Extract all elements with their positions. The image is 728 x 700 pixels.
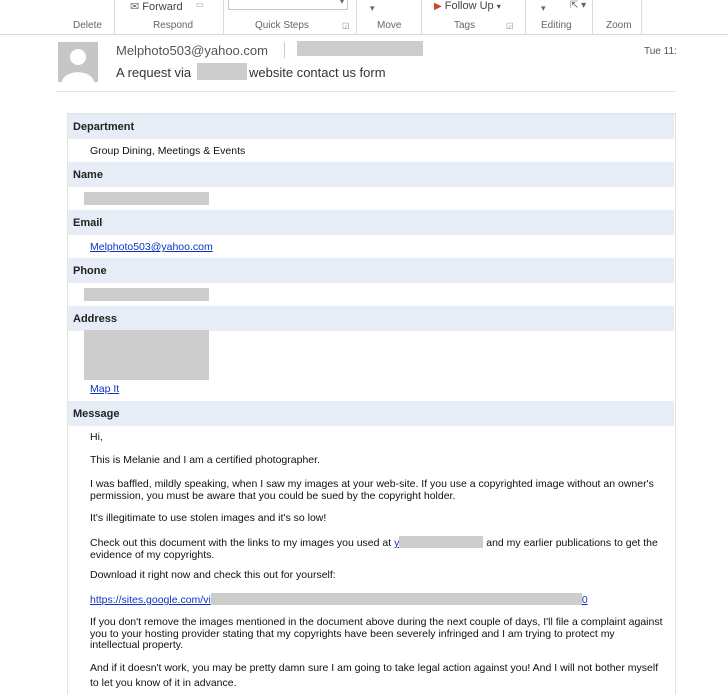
sent-date: Tue 11: xyxy=(644,46,677,57)
quick-steps-gallery[interactable] xyxy=(228,0,348,10)
message-paragraph: This is Melanie and I am a certified photographer. xyxy=(90,454,320,466)
follow-up-label: Follow Up xyxy=(444,0,494,12)
divider xyxy=(421,0,422,34)
subject-prefix: A request via xyxy=(116,65,192,80)
follow-up-button[interactable] xyxy=(434,0,501,12)
group-tags: Tags xyxy=(454,20,476,31)
select-cursor-icon[interactable]: ⇱ ▾ xyxy=(570,0,587,11)
message-paragraph: Download it right now and check this out for yourself: xyxy=(90,569,336,581)
redacted-address xyxy=(84,330,209,380)
section-phone xyxy=(68,258,674,283)
redacted-phone xyxy=(84,288,209,301)
message-text: and my earlier publications to get the evidence of my copyrights. xyxy=(90,537,658,561)
redacted-subject xyxy=(197,63,247,80)
section-department xyxy=(68,114,674,139)
header-divider xyxy=(56,91,676,92)
section-email xyxy=(68,210,674,235)
group-quick-steps: Quick Steps xyxy=(255,20,309,31)
website-link[interactable]: y xyxy=(394,537,400,549)
message-paragraph xyxy=(90,536,664,561)
address-label: Address xyxy=(73,313,118,325)
divider xyxy=(525,0,526,34)
subject-suffix: website contact us form xyxy=(249,65,386,80)
map-it-link[interactable]: Map It xyxy=(90,383,120,395)
forward-label: Forward xyxy=(142,1,183,13)
chevron-down-icon: ▾ xyxy=(496,2,501,11)
group-respond: Respond xyxy=(153,20,194,31)
forward-button[interactable] xyxy=(130,0,183,13)
redacted-website xyxy=(399,536,483,548)
divider xyxy=(592,0,593,34)
divider xyxy=(284,42,285,58)
divider xyxy=(223,0,224,34)
message-paragraph: I was baffled, mildly speaking, when I saw my images at your web-site. If you use a copyrighted image without an owner's permission, you must be aware that you could be sued by the copyright holder. xyxy=(90,478,654,502)
name-label: Name xyxy=(73,169,103,181)
flag-icon: ▶ xyxy=(434,1,442,12)
message-text: Check out this document with the links to my images you used at xyxy=(90,537,392,549)
group-delete: Delete xyxy=(73,20,102,31)
divider xyxy=(356,0,357,34)
redacted-name xyxy=(84,192,209,205)
forward-icon: ✉ xyxy=(130,1,140,13)
message-paragraph: It's illegitimate to use stolen images and it's so low! xyxy=(90,512,327,524)
redacted-recipient xyxy=(297,41,423,56)
message-paragraph: And if it doesn't work, you may be pretty damn sure I am going to take legal action against you! And I will not bother myself to let you know of it in advance. xyxy=(90,662,659,689)
group-move: Move xyxy=(377,20,402,31)
section-message xyxy=(68,401,674,426)
tags-launcher-icon[interactable]: ◲ xyxy=(506,21,514,30)
department-value: Group Dining, Meetings & Events xyxy=(90,145,246,157)
document-link-end[interactable]: 0 xyxy=(581,594,588,606)
email-label: Email xyxy=(73,217,103,229)
phone-label: Phone xyxy=(73,265,107,277)
gallery-dropdown-icon[interactable]: ▾ xyxy=(339,0,344,6)
redacted-link xyxy=(211,593,582,605)
move-dropdown-icon[interactable]: ▾ xyxy=(370,3,375,13)
avatar xyxy=(58,42,98,82)
group-editing: Editing xyxy=(541,20,572,31)
divider xyxy=(114,0,115,34)
document-link[interactable]: https://sites.google.com/vi xyxy=(90,594,211,606)
message-paragraph: If you don't remove the images mentioned in the document above during the next couple of days, I'll file a complaint against you to your hosting provider stating that my copyrights have been severely infringed and I am trying to protect my intellectual property. xyxy=(90,616,663,651)
sender-address[interactable]: Melphoto503@yahoo.com xyxy=(116,43,268,58)
department-label: Department xyxy=(73,121,135,133)
message-greeting: Hi, xyxy=(90,431,103,443)
quick-steps-launcher-icon[interactable]: ◲ xyxy=(342,21,350,30)
email-link[interactable]: Melphoto503@yahoo.com xyxy=(90,241,213,253)
person-icon xyxy=(58,42,98,82)
section-name xyxy=(68,162,674,187)
divider xyxy=(641,0,642,34)
malicious-link-line xyxy=(90,593,664,607)
editing-dropdown-icon[interactable]: ▾ xyxy=(541,3,546,13)
group-zoom: Zoom xyxy=(606,20,632,31)
section-address xyxy=(68,306,674,331)
ribbon xyxy=(0,0,728,35)
message-label: Message xyxy=(73,408,120,420)
more-respond-icon[interactable]: ▭ xyxy=(196,0,204,9)
